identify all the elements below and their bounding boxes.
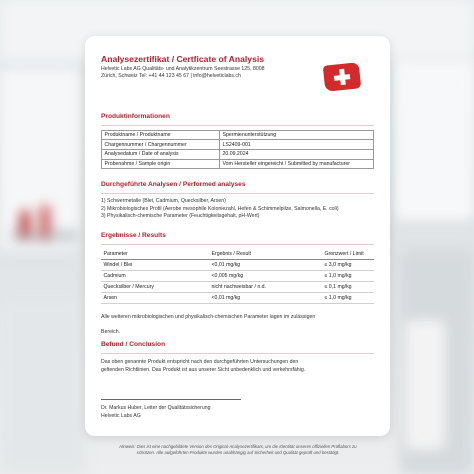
analyses-heading: Durchgeführte Analysen / Performed analyses bbox=[101, 181, 246, 189]
certificate-title: Analysezertifikat / Certficate of Analysis bbox=[101, 54, 265, 64]
results-note: Alle weiteren mikrobiologischen und physikalisch-chemischen Parameter lagen im zulässigen Bereich. bbox=[101, 313, 316, 335]
results-table bbox=[101, 249, 374, 304]
disclaimer-footnote: Hinweis: Dies ist eine nachgebildete Version des Original-Analysezertifikats, um die Identität unseres offiziellen Prüflabors zu schützen. Alle aufgeführten Produkte wurden unabhängig auf Sicherheit und Qualität geprüft und bestätigt. bbox=[119, 444, 357, 455]
divider bbox=[101, 353, 374, 354]
table-row: Produktname / Produktname Spermienunterstützung bbox=[102, 130, 374, 140]
signatory: Dr. Markus Huber, Leiter der Qualitätssicherung Helvetic Labs AG bbox=[101, 405, 211, 419]
table-row: Analysedatum / Date of analysis 20.09.2024 bbox=[102, 149, 374, 159]
list-item: 2) Mikrobiologisches Profil (Aerobe mesophile Koloniezahl, Hefen & Schimmelpilze, Salmonella, E. coli) bbox=[101, 205, 339, 212]
list-item: 3) Physikalisch-chemische Parameter (Feuchtigkeitsgehalt, pH-Wert) bbox=[101, 213, 260, 220]
signature-line bbox=[101, 399, 241, 400]
certificate-card bbox=[85, 36, 390, 436]
lab-address: Helvetic Labs AG Qualitäts- und Analytikzentrum Seestrasse 125, 8008 Zürich, Schweiz Tel: +41 44 123 45 67 | info@helveticlabs.ch bbox=[101, 66, 265, 80]
swiss-flag-icon bbox=[323, 62, 362, 92]
table-row: Cadmium <0,005 mg/kg ≤ 1,0 mg/kg bbox=[101, 270, 374, 281]
product-info-heading: Produktinformationen bbox=[101, 112, 170, 120]
list-item: 1) Schwermetalle (Blei, Cadmium, Quecksilber, Arsen) bbox=[101, 198, 226, 205]
table-row: Probenahme / Sample origin Vom Hersteller eingereicht / Submitted by manufacturer bbox=[102, 159, 374, 169]
divider bbox=[101, 244, 374, 245]
results-heading: Ergebnisse / Results bbox=[101, 231, 166, 239]
table-header-row: Parameter Ergebnis / Result Grenzwert / Limit bbox=[101, 249, 374, 260]
product-info-table bbox=[101, 130, 374, 169]
table-row: Arsen <0,01 mg/kg ≤ 1,0 mg/kg bbox=[101, 292, 374, 303]
table-row: Windel / Blei <0,01 mg/kg ≤ 3,0 mg/kg bbox=[101, 259, 374, 270]
conclusion-heading: Befund / Conclusion bbox=[101, 340, 166, 348]
table-row: Chargennummer / Chargennummer LS2409-001 bbox=[102, 140, 374, 150]
table-row: Quecksilber / Mercury nicht nachweisbar / n.d. ≤ 0,1 mg/kg bbox=[101, 281, 374, 292]
analyses-list bbox=[101, 198, 374, 221]
divider bbox=[101, 125, 374, 126]
divider bbox=[101, 193, 374, 194]
conclusion-text: Das oben genannte Produkt entspricht nach den durchgeführten Untersuchungen den geltenden Richtlinien. Das Produkt ist aus unserer Sicht unbedenklich und verkehrsfähig. bbox=[101, 358, 306, 374]
